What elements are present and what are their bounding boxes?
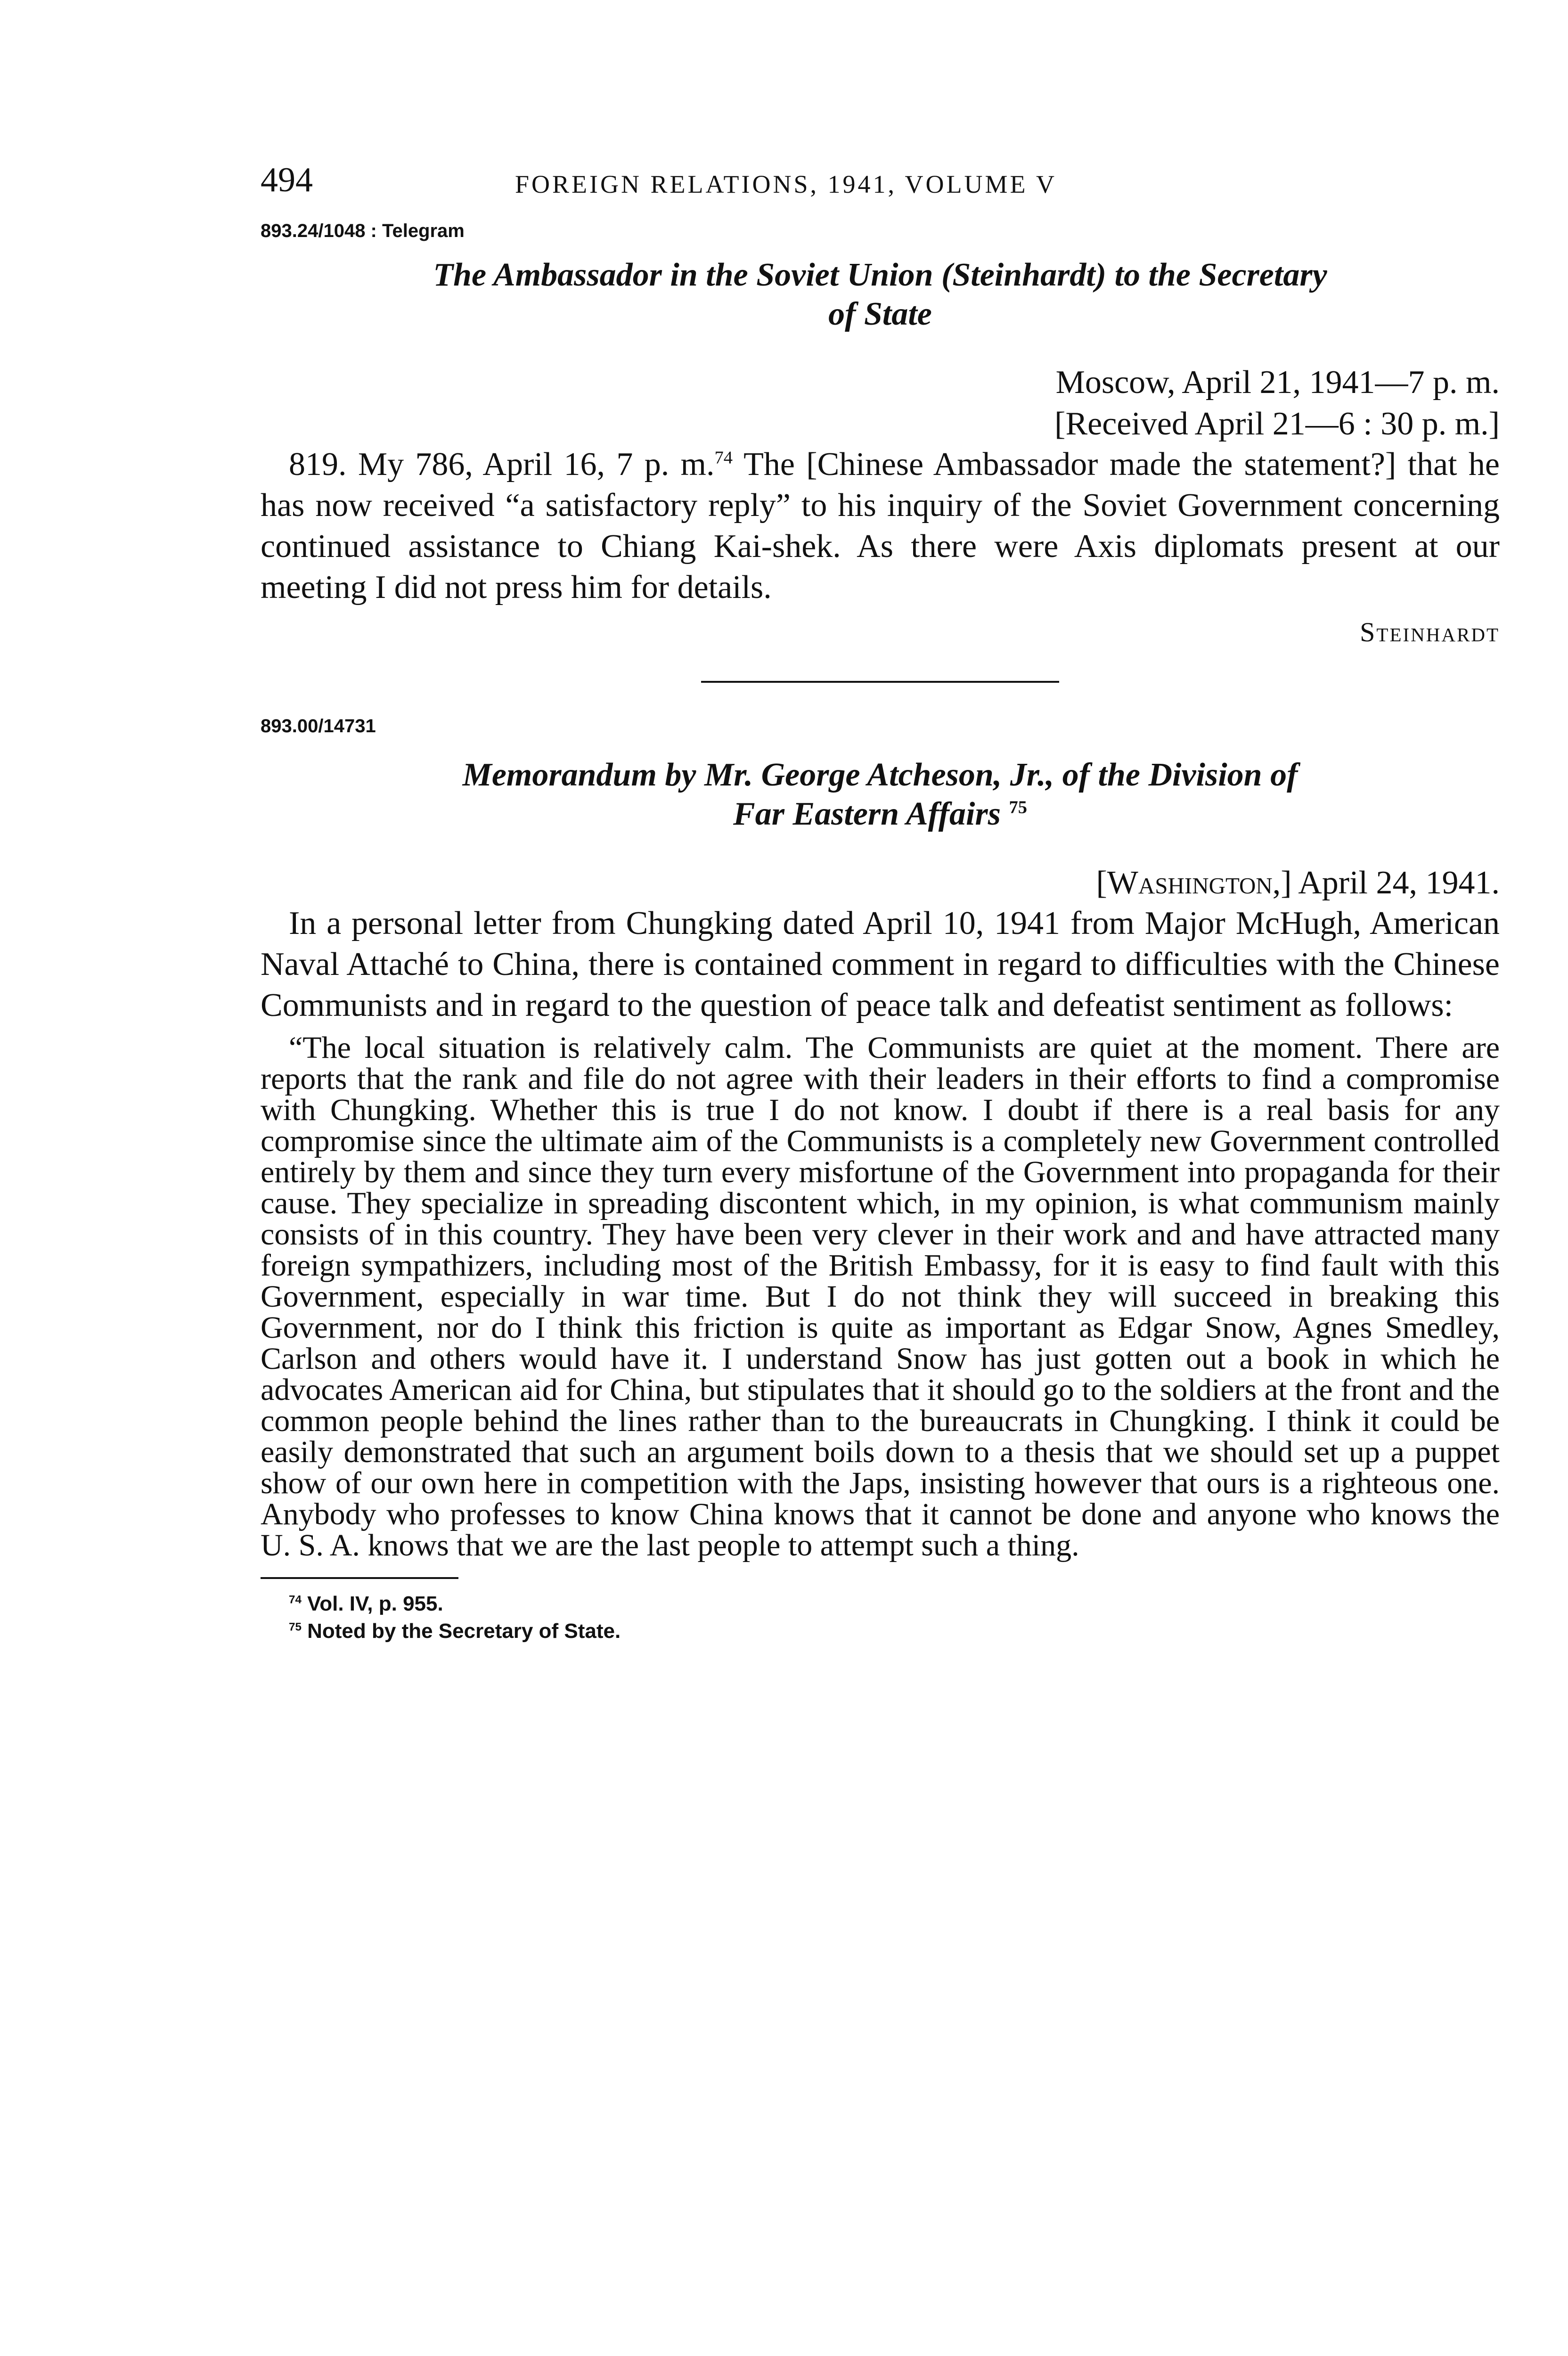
running-title: FOREIGN RELATIONS, 1941, VOLUME V [515, 170, 1057, 198]
file-reference: 893.24/1048 : Telegram [261, 221, 465, 241]
footnote-marker: 75 [1009, 797, 1027, 818]
heading-text: Far Eastern Affairs [733, 795, 1001, 832]
footnote-text: Vol. IV, p. 955. [301, 1592, 443, 1616]
file-reference: 893.00/14731 [261, 716, 376, 737]
dateline [261, 862, 1500, 904]
document-heading [261, 256, 1500, 334]
dateline-place: [Washington,] [1096, 864, 1292, 901]
document-page [261, 160, 1500, 1647]
footnote [289, 1620, 1500, 1643]
body-text-rest: The [Chinese Ambassador made the statement?] that he has now received “a satisfactory reply” to his inquiry of the Soviet Government concerning continued assistance to Chiang Kai-shek. As there were Axis diplomats present at our meeting I did not press him for details. [261, 446, 1500, 605]
body-text-start: 819. My 786, April 16, 7 p. m. [289, 446, 715, 483]
memorandum-body: In a personal letter from Chungking dated April 10, 1941 from Major McHugh, American Naval Attaché to China, there is contained comment in regard to difficulties with the Chinese Communists and in regard to the question of peace talk and defeatist sentiment as follows: [261, 905, 1500, 1023]
heading-line: of State [828, 295, 932, 332]
footnote-mark: 74 [289, 1593, 302, 1606]
footnote-rule [261, 1577, 458, 1579]
dateline-received: [Received April 21—6 : 30 p. m.] [1054, 405, 1500, 442]
footnote-marker: 74 [714, 448, 733, 468]
signature: Steinhardt [1360, 617, 1500, 648]
heading-line: Memorandum by Mr. George Atcheson, Jr., of the Division of [462, 757, 1298, 794]
section-divider [701, 681, 1059, 683]
footnote [289, 1592, 1500, 1616]
running-head [261, 160, 1500, 212]
document-heading [261, 756, 1500, 834]
quoted-letter: “The local situation is relatively calm. The Communists are quiet at the moment. There are reports that the rank and file do not agree with their leaders in their efforts to find a compromise with Chungking. Whether this is true I do not know. I doubt if there is a real basis for any compromise since the ultimate aim of the Communists is a completely new Government controlled entirely by them and since they turn every misfortune of the Government into propaganda for their cause. They specialize in spreading discontent which, in my opinion, is what communism mainly consists of in this country. They have been very clever in their work and and have attracted many foreign sympathizers, including most of the British Embassy, for it is easy to find fault with this Government, especially in war time. But I do not think they will succeed in breaking this Government, nor do I think this friction is quite as important as Edgar Snow, Agnes Smedley, Carlson and others would have it. I understand Snow has just gotten out a book in which he advocates American aid for China, but stipulates that it should go to the soldiers at the front and the common people behind the lines rather than to the bureaucrats in Chungking. I think it could be easily demonstrated that such an argument boils down to a thesis that we should set up a puppet show of our own here in competition with the Japs, insisting however that ours is a righteous one. Anybody who professes to know China knows that it cannot be done and anyone who knows the U. S. A. knows that we are the last people to attempt such a thing. [261, 1031, 1500, 1563]
dateline [261, 362, 1500, 444]
heading-line: The Ambassador in the Soviet Union (Steinhardt) to the Secretary [433, 257, 1327, 293]
heading-line [261, 795, 1500, 834]
footnote-mark: 75 [289, 1620, 302, 1634]
dateline-sent: Moscow, April 21, 1941—7 p. m. [1055, 364, 1500, 401]
dateline-date: April 24, 1941. [1291, 864, 1500, 901]
telegram-body [261, 444, 1500, 608]
footnote-text: Noted by the Secretary of State. [301, 1620, 621, 1643]
page-number: 494 [261, 161, 313, 199]
